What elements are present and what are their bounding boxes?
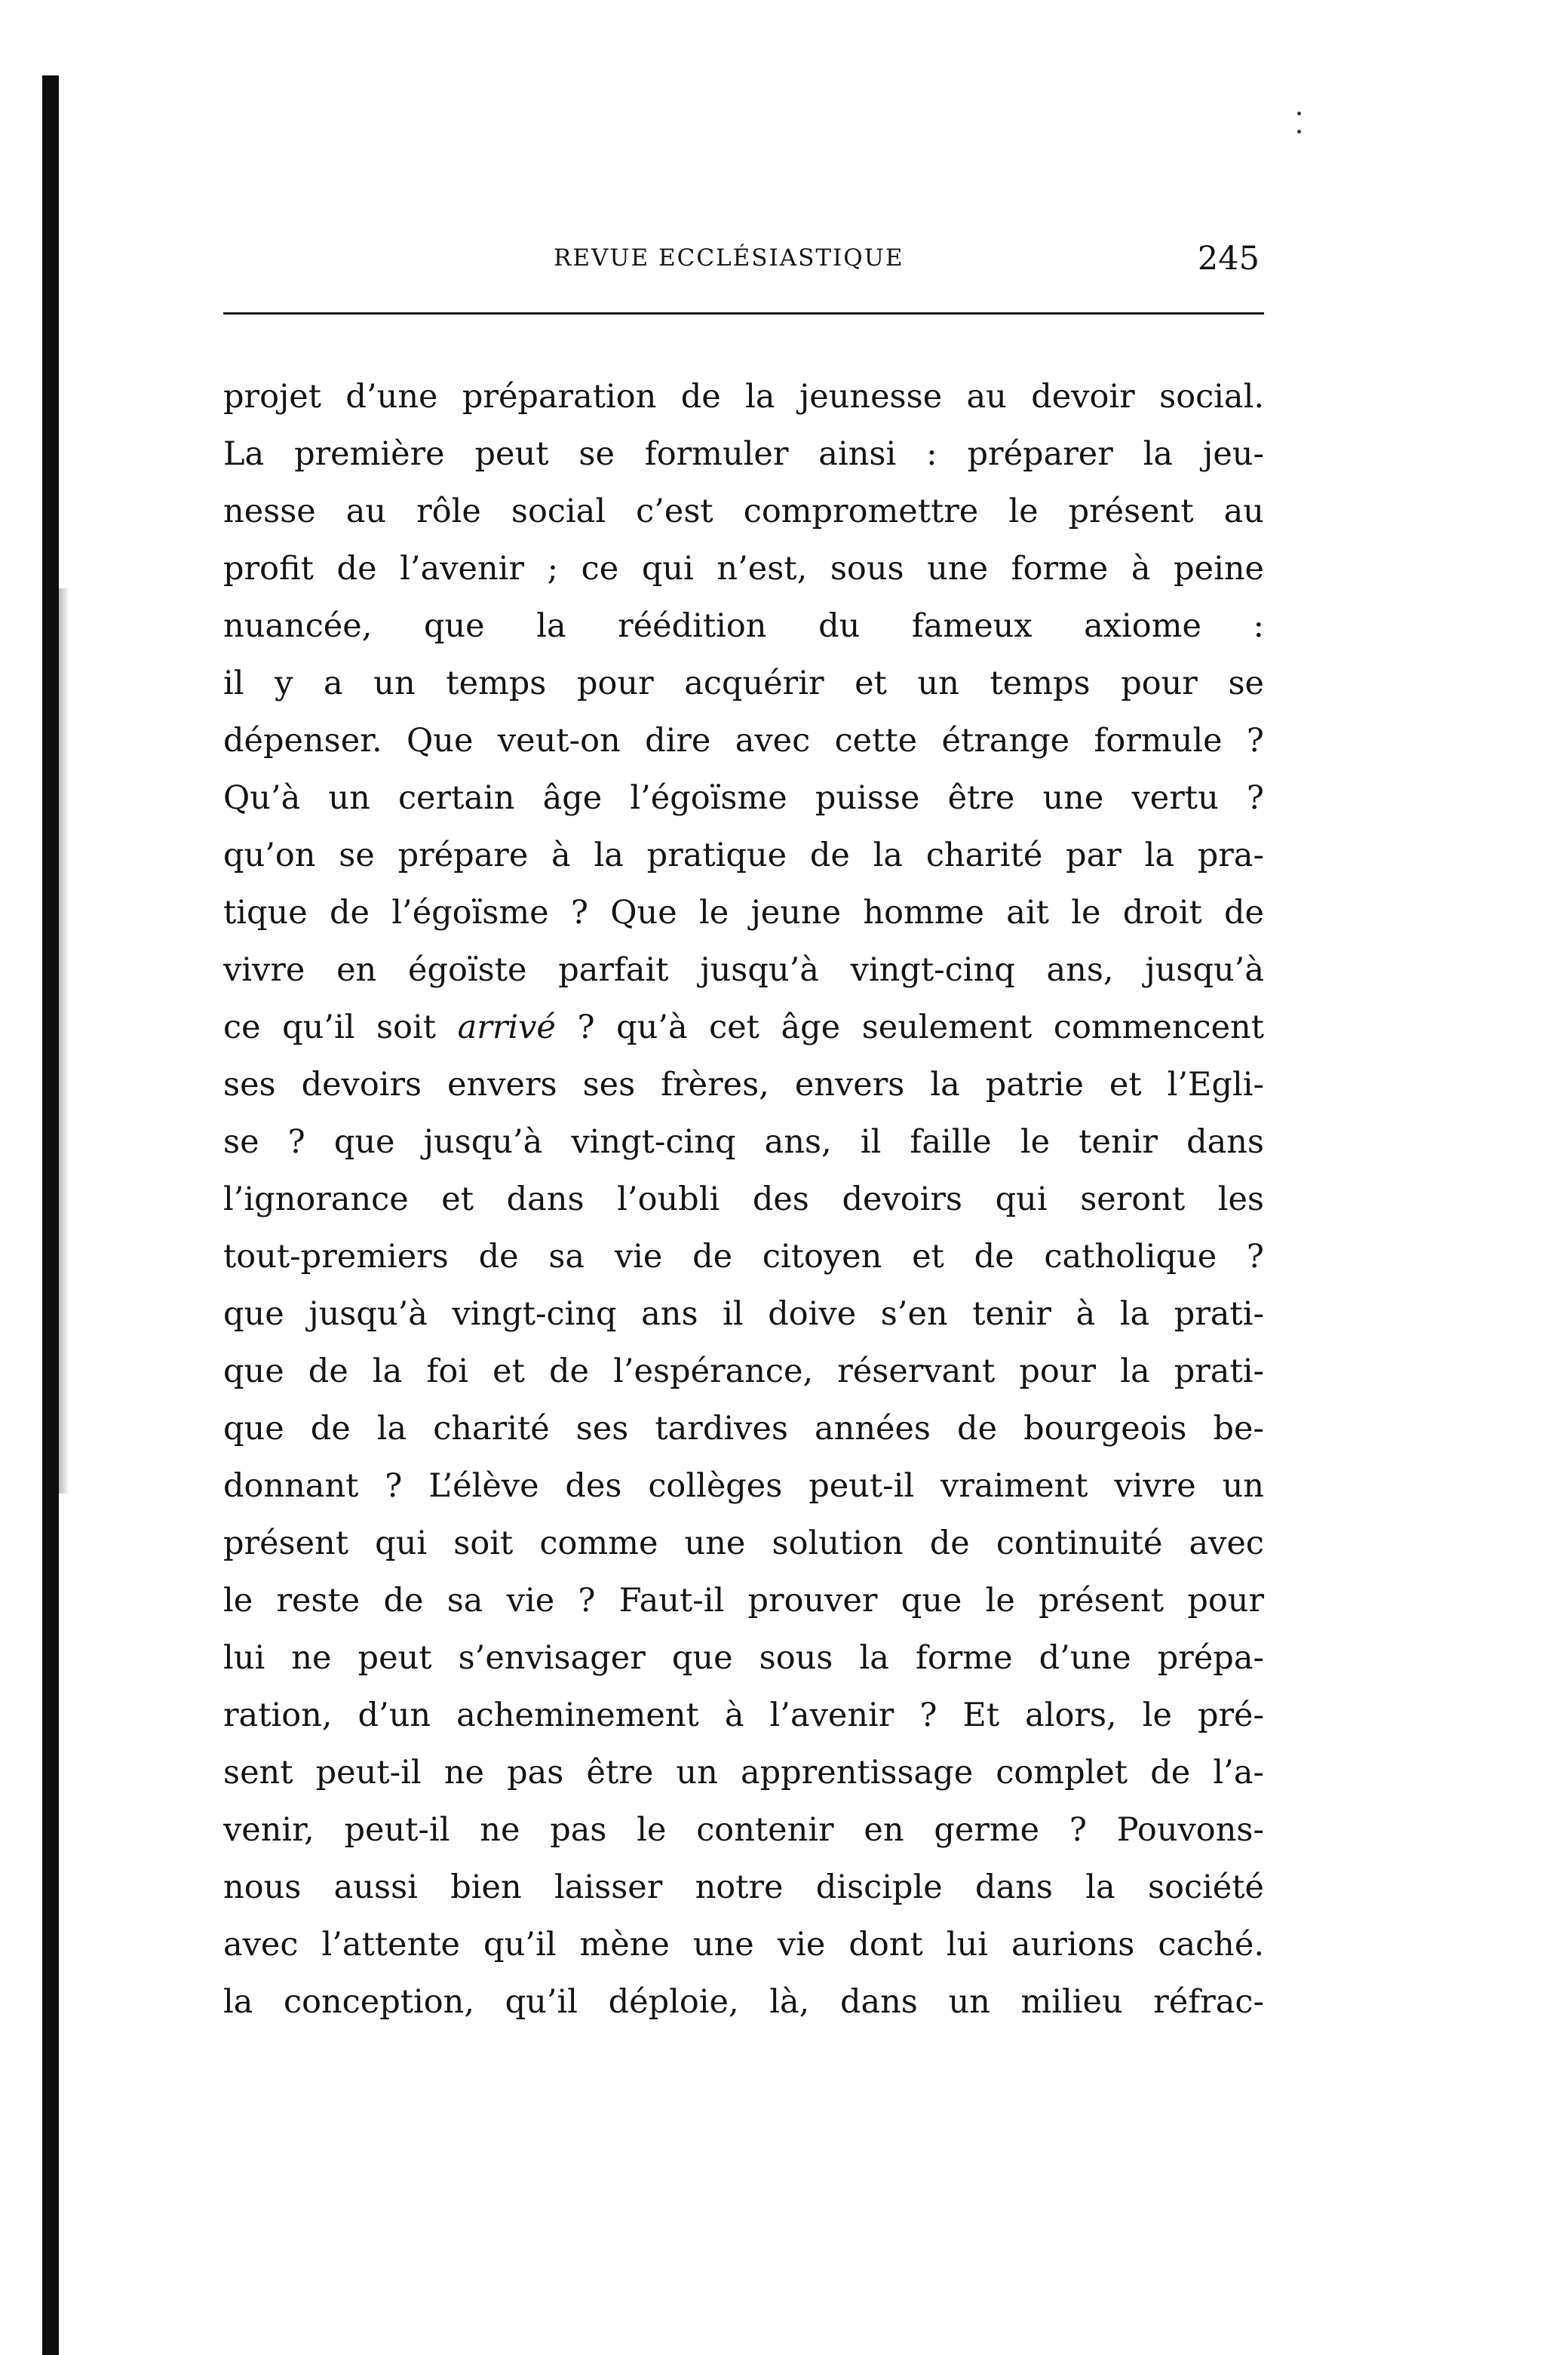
text-line: il y a un temps pour acquérir et un temps pour se [223,665,1264,702]
text-line: présent qui soit comme une solution de continuité avec [223,1524,1264,1562]
text-line: le reste de sa vie ? Faut-il prouver que le présent pour [223,1582,1264,1620]
text-line: nuancée, que la réédition du fameux axiome : [223,607,1264,645]
text-line: lui ne peut s’envisager que sous la forme d’une prépa- [223,1639,1264,1677]
text-line: sent peut-il ne pas être un apprentissage complet de l’a- [223,1754,1264,1792]
text-segment: ? qu’à cet âge seulement commencent [577,1009,1264,1046]
text-line: Qu’à un certain âge l’égoïsme puisse être une vertu ? [223,779,1264,817]
text-line: tout-premiers de sa vie de citoyen et de catholique ? [223,1238,1264,1276]
text-line: nous aussi bien laisser notre disciple dans la société [223,1868,1264,1906]
text-line: venir, peut-il ne pas le contenir en germe ? Pouvons- [223,1811,1264,1849]
italic-word: arrivé [457,1009,556,1046]
scan-shadow [59,588,69,1494]
text-line: se ? que jusqu’à vingt-cinq ans, il faille le tenir dans [223,1123,1264,1161]
text-line: donnant ? L’élève des collèges peut-il vraiment vivre un [223,1467,1264,1505]
body-text [223,368,1264,2031]
text-line-with-italic [223,999,1264,1056]
text-line: qu’on se prépare à la pratique de la charité par la pra- [223,837,1264,874]
text-line: que jusqu’à vingt-cinq ans il doive s’en tenir à la prati- [223,1295,1264,1333]
scan-binding-edge [42,75,59,2355]
text-line: la conception, qu’il déploie, là, dans un milieu réfrac- [223,1983,1264,2021]
text-segment: ce qu’il soit [223,1009,437,1046]
running-header [223,240,1264,285]
page-number: 245 [1197,240,1260,278]
text-line: profit de l’avenir ; ce qui n’est, sous une forme à peine [223,550,1264,588]
header-rule [223,312,1264,315]
text-line: projet d’une préparation de la jeunesse au devoir social. [223,378,1264,416]
text-line: que de la charité ses tardives années de bourgeois be- [223,1410,1264,1448]
text-line: La première peut se formuler ainsi : préparer la jeu- [223,435,1264,473]
text-line: nesse au rôle social c’est compromettre le présent au [223,493,1264,530]
text-line: que de la foi et de l’espérance, réservant pour la prati- [223,1353,1264,1390]
scan-speck [1297,130,1301,134]
text-line: ration, d’un acheminement à l’avenir ? Et alors, le pré- [223,1696,1264,1734]
text-line: avec l’attente qu’il mène une vie dont lui aurions caché. [223,1926,1264,1964]
text-line: l’ignorance et dans l’oubli des devoirs qui seront les [223,1181,1264,1218]
text-line: vivre en égoïste parfait jusqu’à vingt-cinq ans, jusqu’à [223,951,1264,989]
running-title: REVUE ECCLÉSIASTIQUE [554,244,904,272]
text-line: ses devoirs envers ses frères, envers la patrie et l’Egli- [223,1066,1264,1104]
scan-speck [1297,112,1301,115]
text-line: tique de l’égoïsme ? Que le jeune homme ait le droit de [223,894,1264,932]
text-line: dépenser. Que veut-on dire avec cette étrange formule ? [223,722,1264,760]
